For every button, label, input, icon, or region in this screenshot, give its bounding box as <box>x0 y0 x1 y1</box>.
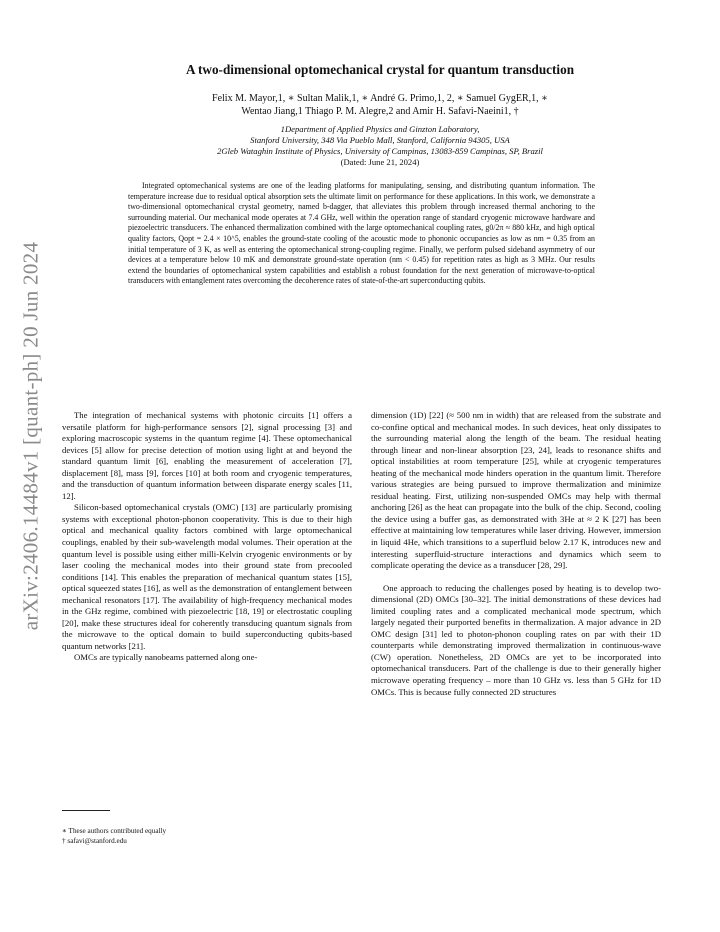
paper-title: A two-dimensional optomechanical crystal for quantum transduction <box>185 62 575 77</box>
author-line-2: Wentao Jiang,1 Thiago P. M. Alegre,2 and Amir H. Safavi-Naeini1, † <box>241 106 519 117</box>
body-paragraph: Silicon-based optomechanical crystals (OMC) [13] are particularly promising systems with exceptional photon-phonon cooperativity. This is due to their high optical and mechanical quality factors combined with large optomechanical couplings, enabled by their sub-wavelength modal volumes. Their operation at the quantum level is possible using either milli-Kelvin cryogenic environments or by laser cooling the mechanical modes into their ground state from precooled conditions [14]. This enables the preparation of mechanical quantum states [15], optical squeezed states [16], as well as the demonstration of entanglement between mechanical resonators [17]. The availability of high-frequency mechanical modes in the GHz regime, combined with piezoelectric [18, 19] or electrostatic coupling [20], make these structures ideal for coherently transducing quantum signals from the microwave to the optical domain to build superconducting qubits-based quantum networks [21]. <box>62 502 352 651</box>
arxiv-identifier-text: arXiv:2406.14484v1 [quant-ph] 20 Jun 2024 <box>18 241 43 631</box>
affiliation-1-line-1: 1Department of Applied Physics and Ginzton Laboratory, <box>280 124 480 134</box>
right-column <box>371 410 661 698</box>
body-paragraph: One approach to reducing the challenges posed by heating is to develop two-dimensional (2D) OMCs [30–32]. The initial demonstrations of these devices had limited coupling rates and a complicated mechanical mode spectrum, which largely negated their purported benefits in thermalization. A major advance in 2D OMC design [31] led to photon-phonon coupling rates on par with their 1D counterparts while demonstrating improved thermalization in continuous-wave (CW) operation. Nonetheless, 2D OMCs are yet to be incorporated into optomechanical transducers. Part of the challenge is due to their generally higher microwave operating frequency – more than 10 GHz vs. less than 5 GHz for 1D OMCs. This is because fully connected 2D structures <box>371 582 661 697</box>
body-paragraph: The integration of mechanical systems with photonic circuits [1] offers a versatile platform for high-performance sensors [2], signal processing [3] and exploring macroscopic systems in the quantum regime [4]. These optomechanical devices [5] allow for precise detection of motion using light at and beyond the standard quantum limit [6], enabling the measurement of acceleration [7], displacement [8], mass [9], forces [10] at both room and cryogenic temperatures, and the transduction of quantum information between disparate energy scales [11, 12]. <box>62 410 352 501</box>
author-list <box>70 92 690 118</box>
abstract <box>128 181 595 287</box>
left-column <box>62 410 352 664</box>
body-paragraph: dimension (1D) [22] (≈ 500 nm in width) that are released from the substrate and co-confine optical and mechanical modes. In such devices, heat only dissipates to the surrounding material along the length of the beam. The residual heating through linear and non-linear absorption [23, 24], leads to resonance shifts and optical instabilities at room temperature [25], while at cryogenic temperatures heating of the mechanical mode hinders operation in the quantum limit. Therefore various strategies are being pursued to improve thermalization and minimize residual heating. First, utilizing non-suspended OMCs may help with thermal anchoring [26] as the heat can propagate into the bulk of the chip. Second, cooling the device using a buffer gas, as demonstrated with 3He at ≈ 2 K [27] has been effective at maintaining low temperatures while laser driving. However, immersion in liquid 4He, which transitions to a superfluid below 2.17 K, introduces new and interesting superfluid-structure interactions and dynamics which seem to complicate operating the device as a transducer [28, 29]. <box>371 410 661 571</box>
date-line: (Dated: June 21, 2024) <box>340 157 420 167</box>
body-paragraph: OMCs are typically nanobeams patterned along one- <box>74 652 258 663</box>
footnotes <box>62 826 352 846</box>
affiliations <box>70 124 690 168</box>
footnote-email: † safavi@stanford.edu <box>62 837 127 845</box>
affiliation-2: 2Gleb Wataghin Institute of Physics, University of Campinas, 13083-859 Campinas, SP, Brazil <box>217 146 543 156</box>
arxiv-identifier <box>8 240 54 632</box>
author-line-1: Felix M. Mayor,1, ∗ Sultan Malik,1, ∗ André G. Primo,1, 2, ∗ Samuel GygER,1, ∗ <box>212 93 548 104</box>
affiliation-1-line-2: Stanford University, 348 Via Pueblo Mall, Stanford, California 94305, USA <box>250 135 510 145</box>
footnote-rule <box>62 810 110 811</box>
abstract-text: Integrated optomechanical systems are one of the leading platforms for manipulating, sensing, and distributing quantum information. The temperature increase due to residual optical absorption sets the ultimate limit on performance for these applications. In this work, we demonstrate a two-dimensional optomechanical crystal geometry, named b-dagger, that alleviates this problem through increased thermal anchoring to the surrounding material. Our mechanical mode operates at 7.4 GHz, well within the operation range of standard cryogenic microwave hardware and piezoelectric transducers. The enhanced thermalization combined with the large optomechanical coupling rates, g0/2π ≈ 880 kHz, and high optical quality factors, Qopt = 2.4 × 10^5, enables the ground-state cooling of the acoustic mode to phononic occupancies as low as nm = 0.35 from an initial temperature of 3 K, as well as entering the optomechanical strong-coupling regime. Finally, we perform pulsed sideband asymmetry of our devices at a temperature below 10 mK and demonstrate ground-state operation (nm < 0.45) for repetition rates as high as 3 MHz. Our results extend the boundaries of optomechanical system capabilities and establish a robust foundation for the next generation of microwave-to-optical transducers with entanglement rates overcoming the decoherence rates of state-of-the-art superconducting qubits. <box>128 181 595 286</box>
footnote-equal-contribution: ∗ These authors contributed equally <box>62 827 167 835</box>
